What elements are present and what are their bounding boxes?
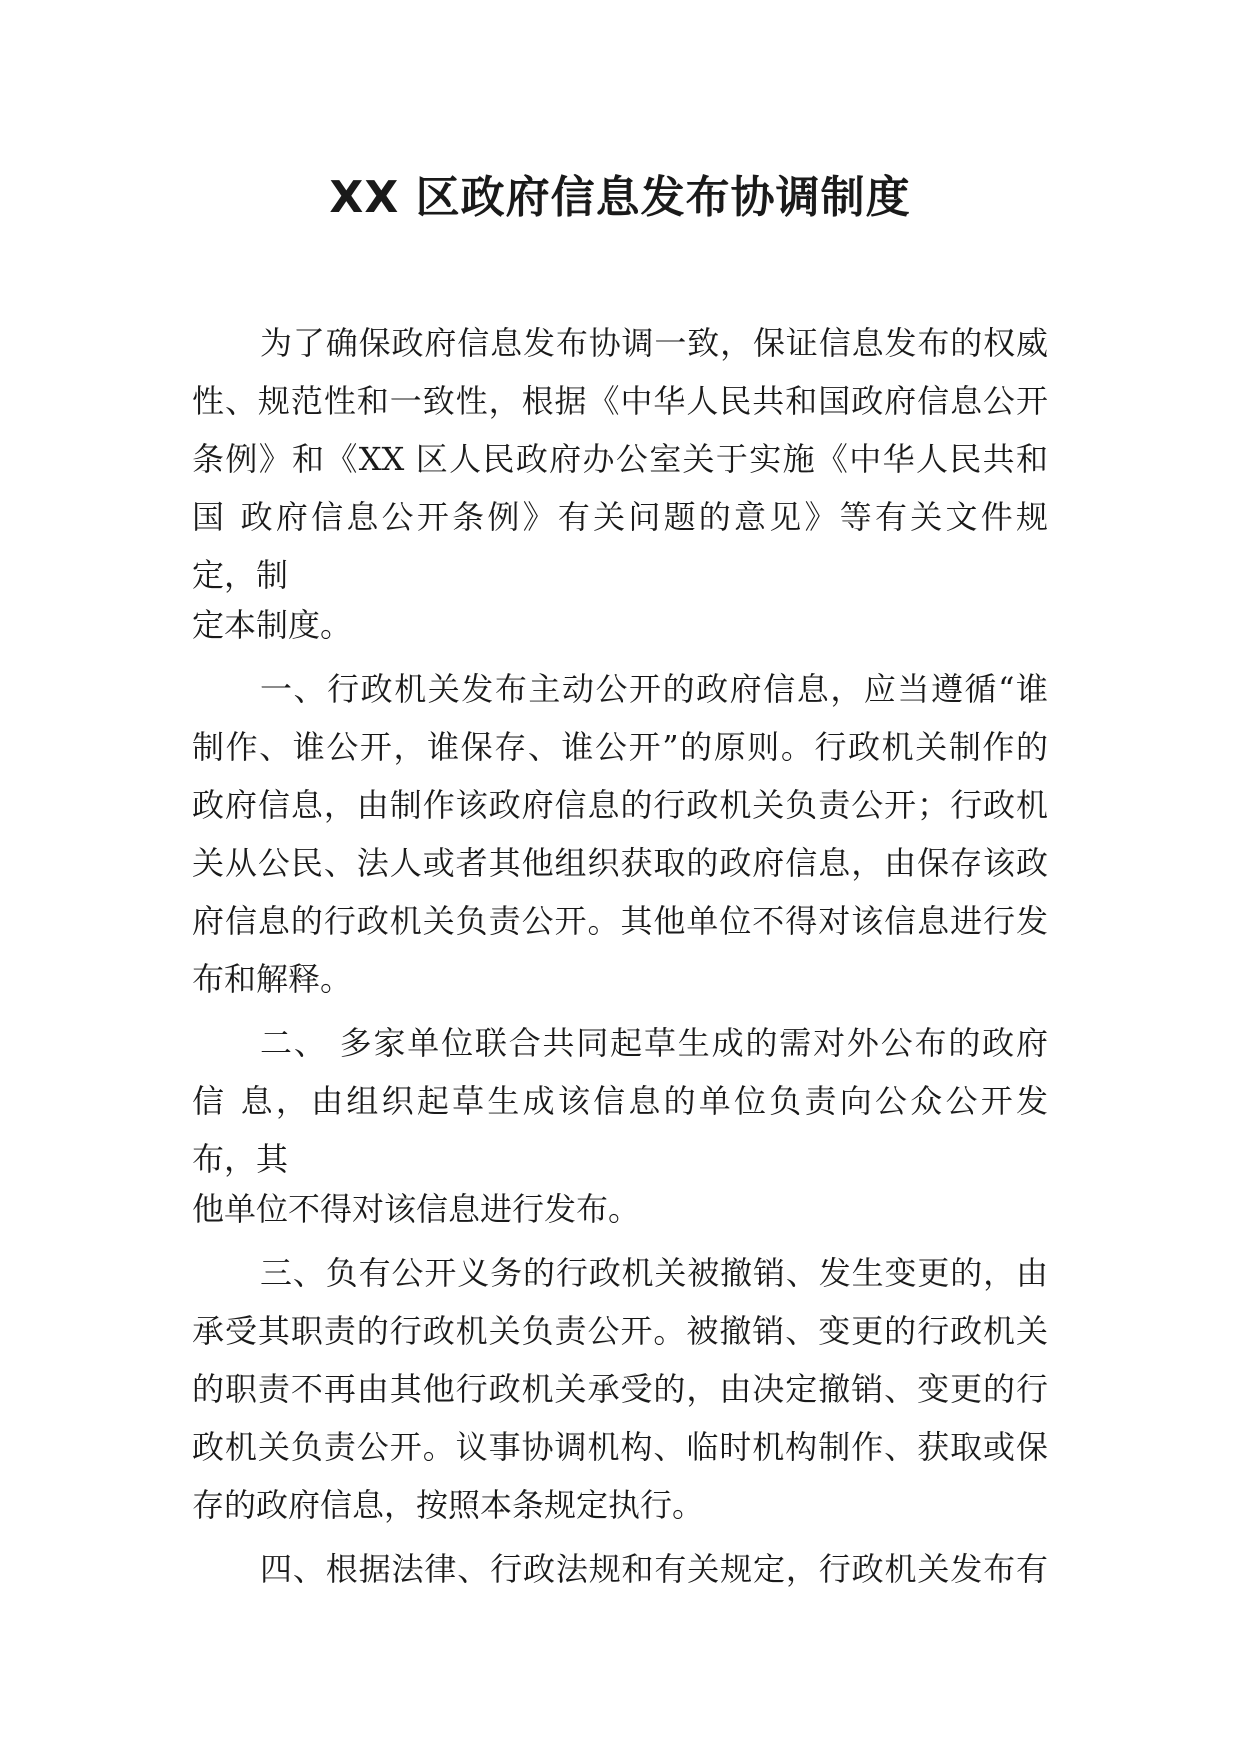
- document-title: XX 区政府信息发布协调制度: [329, 172, 911, 223]
- text-line: 二、 多家单位联合共同起草生成的需对外公布的政府: [260, 1024, 1048, 1062]
- paragraph-article-3: [192, 1244, 1048, 1534]
- text-line: 布和解释。: [192, 960, 353, 998]
- paragraph-article-2: [192, 1014, 1048, 1238]
- text-line: 他单位不得对该信息进行发布。: [192, 1190, 641, 1228]
- text-line: 国 政府信息公开条例》有关问题的意见》等有关文件规: [192, 498, 1048, 536]
- text-line: 布，其: [192, 1140, 289, 1178]
- text-line: 一、行政机关发布主动公开的政府信息，应当遵循“谁: [260, 670, 1048, 708]
- paragraph-preamble: [192, 314, 1048, 654]
- text-line: 为了确保政府信息发布协调一致，保证信息发布的权威: [260, 324, 1048, 362]
- document-body: [192, 314, 1048, 1598]
- paragraph-article-1: [192, 660, 1048, 1008]
- text-line: 定本制度。: [192, 606, 353, 644]
- text-line: 性、规范性和一致性，根据《中华人民共和国政府信息公开: [192, 382, 1048, 420]
- text-line: 关从公民、法人或者其他组织获取的政府信息，由保存该政: [192, 844, 1048, 882]
- paragraph-article-4: [192, 1540, 1048, 1598]
- text-line: 政府信息，由制作该政府信息的行政机关负责公开；行政机: [192, 786, 1048, 824]
- text-line: 信 息，由组织起草生成该信息的单位负责向公众公开发: [192, 1082, 1048, 1120]
- text-line: 承受其职责的行政机关负责公开。被撤销、变更的行政机关: [192, 1312, 1048, 1350]
- text-line: 三、负有公开义务的行政机关被撤销、发生变更的，由: [260, 1254, 1048, 1292]
- text-line: 四、根据法律、行政法规和有关规定，行政机关发布有: [260, 1550, 1048, 1588]
- text-line: 制作、谁公开，谁保存、谁公开”的原则。行政机关制作的: [192, 728, 1048, 766]
- text-line: 的职责不再由其他行政机关承受的，由决定撤销、变更的行: [192, 1370, 1048, 1408]
- text-line: 定，制: [192, 556, 289, 594]
- text-line: 政机关负责公开。议事协调机构、临时机构制作、获取或保: [192, 1428, 1048, 1466]
- text-line: 存的政府信息，按照本条规定执行。: [192, 1486, 705, 1524]
- text-line: 府信息的行政机关负责公开。其他单位不得对该信息进行发: [192, 902, 1048, 940]
- text-line: 条例》和《XX 区人民政府办公室关于实施《中华人民共和: [192, 440, 1048, 478]
